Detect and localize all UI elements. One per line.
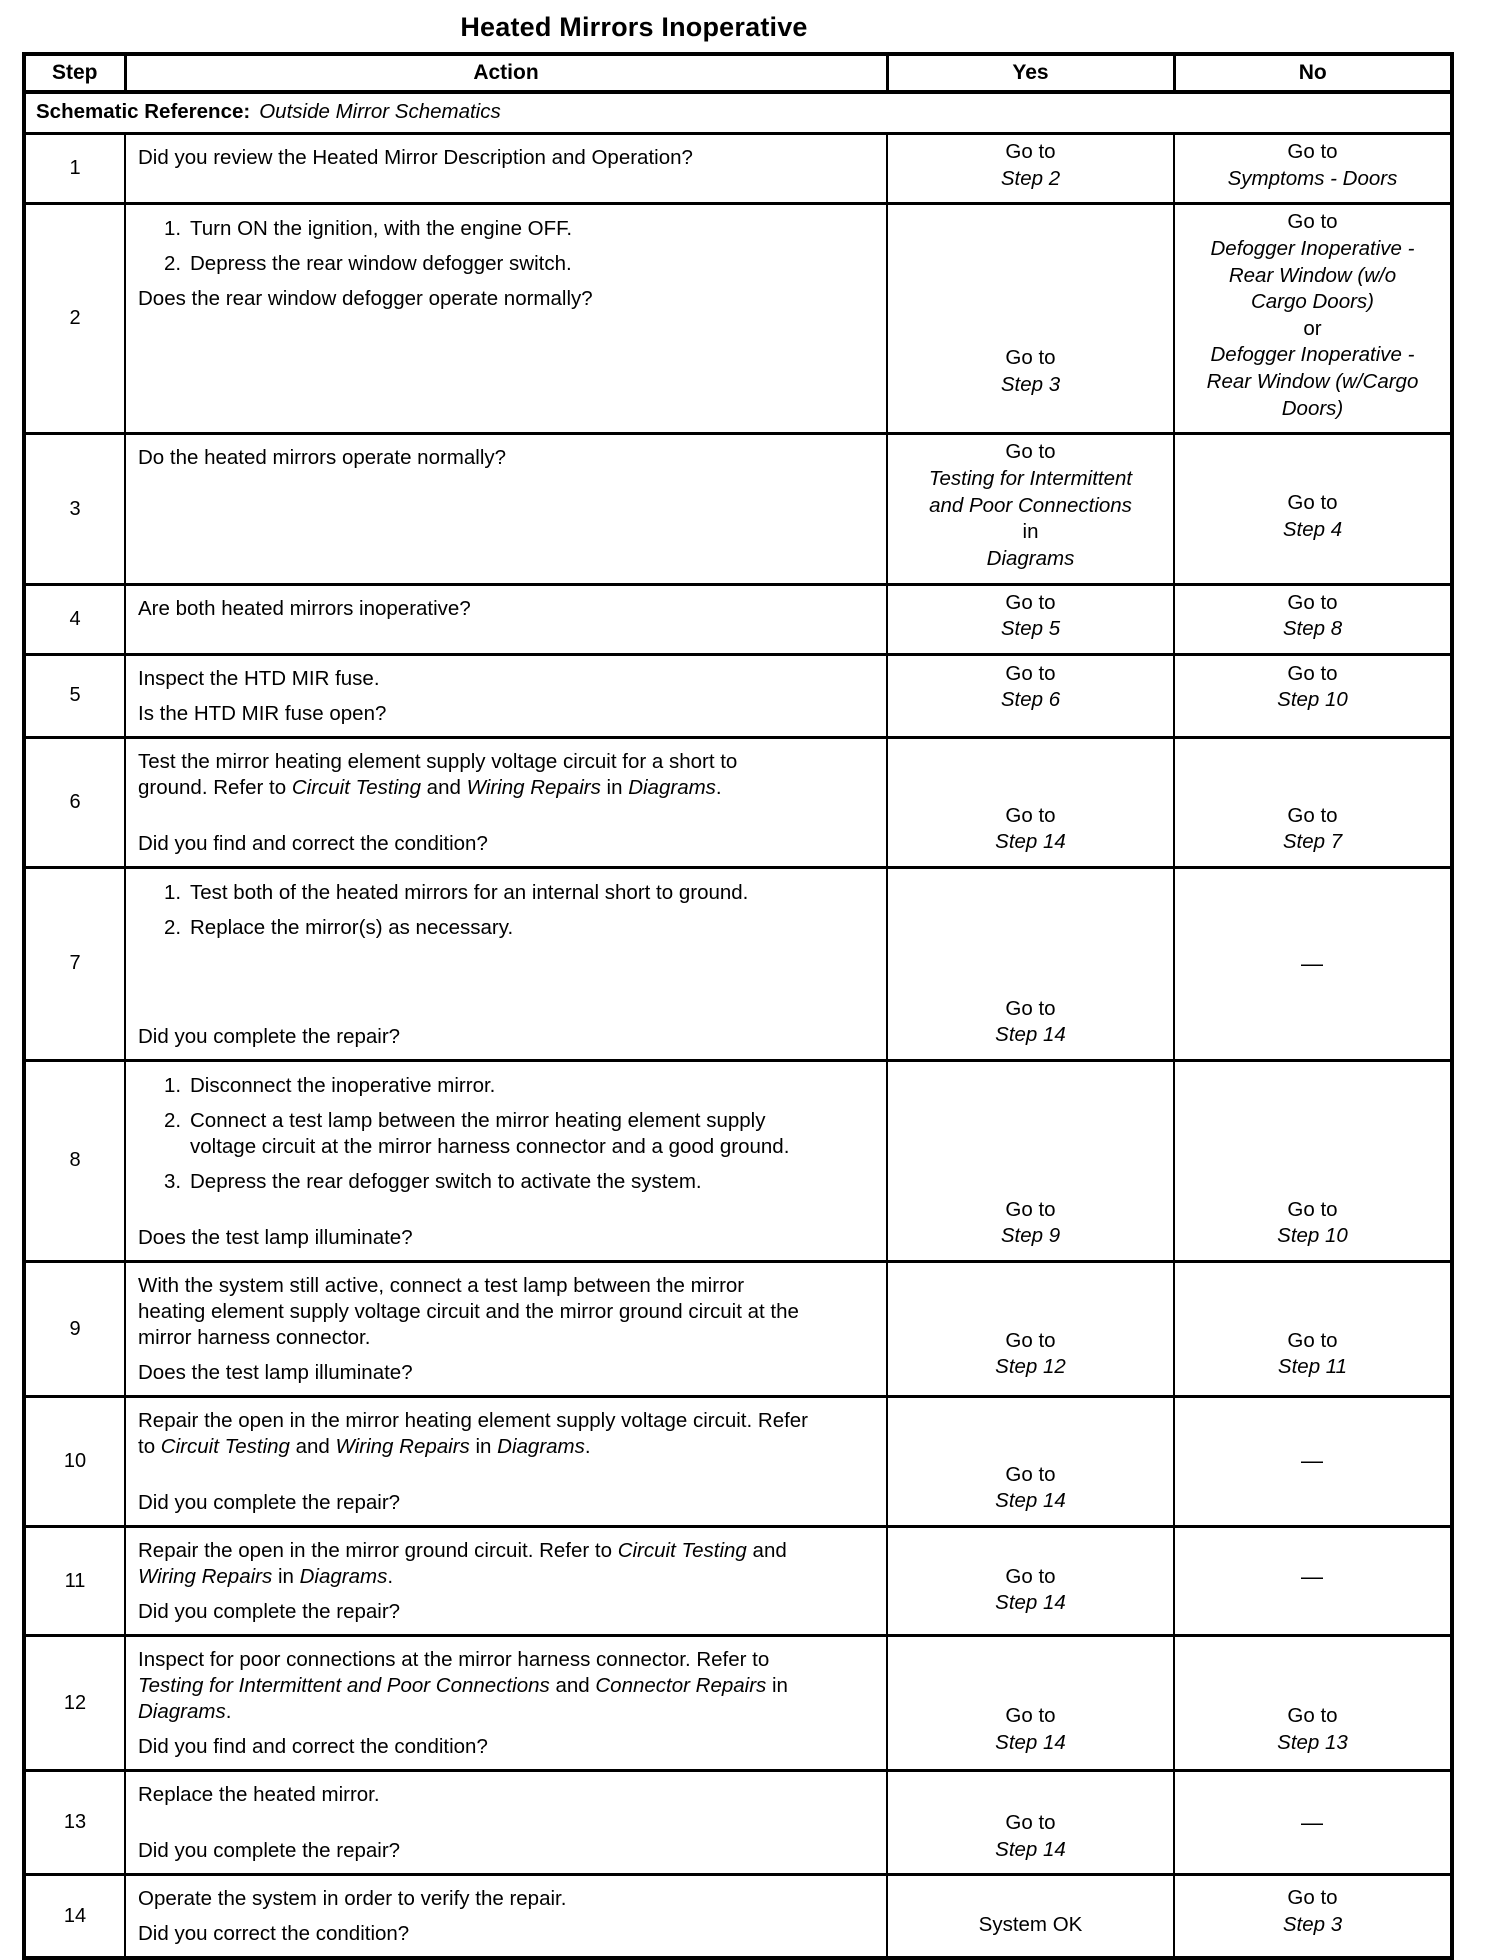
action-list-item <box>164 1108 872 1160</box>
answer-text: Go to Step 14 <box>995 1811 1066 1861</box>
answer-text: Go to Step 10 <box>1277 661 1348 712</box>
action-cell <box>125 654 887 737</box>
action-text: With the system still active, connect a test lamp between the mirror heating element supply voltage circuit and the mirror ground circuit at the mirror harness connector. <box>138 1273 799 1350</box>
table-row <box>24 1771 1452 1875</box>
answer-text: Go to Step 13 <box>1277 1703 1348 1754</box>
answer-text: — <box>1301 1564 1324 1590</box>
table-row <box>24 204 1452 434</box>
header-action: Action <box>125 54 887 92</box>
yes-cell <box>887 737 1174 867</box>
no-cell <box>1174 1771 1452 1875</box>
answer-text: Go to Step 14 <box>995 1564 1066 1615</box>
list-number: 1. <box>164 1073 182 1097</box>
answer-text: Go to Step 3 <box>1282 1886 1343 1936</box>
answer-text: — <box>1301 1809 1324 1835</box>
no-cell <box>1174 204 1452 434</box>
yes-cell <box>887 1060 1174 1261</box>
action-list-text: Depress the rear defogger switch to activate the system. <box>190 1170 702 1194</box>
no-cell <box>1174 1060 1452 1261</box>
step-number: 8 <box>24 1060 125 1261</box>
action-question: Did you complete the repair? <box>138 1491 401 1515</box>
action-question: Did you complete the repair? <box>138 1600 401 1624</box>
answer-text: — <box>1301 950 1324 976</box>
answer-text: Go to Step 5 <box>1000 590 1061 641</box>
table-row <box>24 1060 1452 1261</box>
table-row <box>24 1261 1452 1396</box>
answer-text: Go to Step 8 <box>1282 590 1343 641</box>
list-number: 3. <box>164 1170 182 1194</box>
action-list-text: Connect a test lamp between the mirror heating element supply voltage circuit at the mirror harness connector and a good ground. <box>190 1108 790 1159</box>
action-question: Did you find and correct the condition? <box>138 1735 488 1759</box>
action-cell <box>125 1397 887 1527</box>
action-text: Do the heated mirrors operate normally? <box>138 446 507 470</box>
action-text: Operate the system in order to verify the repair. <box>138 1887 567 1911</box>
action-text: Repair the open in the mirror ground circuit. Refer to Circuit Testing and Wiring Repairs in Diagrams. <box>138 1539 787 1589</box>
action-cell <box>125 204 887 434</box>
action-text: Did you review the Heated Mirror Description and Operation? <box>138 146 693 169</box>
action-question: Does the test lamp illuminate? <box>138 1361 413 1385</box>
yes-cell <box>887 204 1174 434</box>
action-cell <box>125 1875 887 1959</box>
table-row <box>24 434 1452 584</box>
page-title: Heated Mirrors Inoperative <box>460 12 808 42</box>
list-number: 1. <box>164 880 182 904</box>
answer-text: Go to Step 11 <box>1277 1328 1348 1379</box>
answer-text: Go to Step 2 <box>1000 140 1061 190</box>
action-question: Did you find and correct the condition? <box>138 831 488 855</box>
action-text: Does the rear window defogger operate normally? <box>138 287 593 311</box>
step-number: 6 <box>24 737 125 867</box>
table-row <box>24 1875 1452 1959</box>
no-cell <box>1174 134 1452 204</box>
action-list-item <box>164 880 872 906</box>
table-row <box>24 134 1452 204</box>
action-text: Are both heated mirrors inoperative? <box>138 596 471 620</box>
yes-cell <box>887 584 1174 654</box>
table-row <box>24 1527 1452 1636</box>
action-question: Did you correct the condition? <box>138 1922 410 1946</box>
action-list-item <box>164 251 872 277</box>
list-number: 2. <box>164 252 182 276</box>
step-number: 4 <box>24 584 125 654</box>
step-number: 2 <box>24 204 125 434</box>
action-list-text: Test both of the heated mirrors for an internal short to ground. <box>190 880 749 904</box>
yes-cell <box>887 1636 1174 1771</box>
diagnostic-table <box>22 52 1454 1960</box>
action-cell <box>125 134 887 204</box>
schematic-reference-label: Schematic Reference: <box>36 100 251 123</box>
yes-cell <box>887 1771 1174 1875</box>
action-list-item <box>164 915 872 941</box>
action-text: Inspect the HTD MIR fuse. <box>138 666 380 690</box>
no-cell <box>1174 867 1452 1060</box>
action-list-item <box>164 1169 872 1195</box>
table-row <box>24 1636 1452 1771</box>
action-text: Test the mirror heating element supply voltage circuit for a short to ground. Refer to Circuit Testing and Wiring Repairs in Diagrams. <box>138 749 738 799</box>
step-number: 5 <box>24 654 125 737</box>
answer-text: Go to Step 9 <box>1000 1197 1061 1248</box>
table-row <box>24 584 1452 654</box>
answer-text: Go to Step 14 <box>995 1703 1066 1754</box>
no-cell <box>1174 1527 1452 1636</box>
action-cell <box>125 867 887 1060</box>
schematic-reference-value: Outside Mirror Schematics <box>259 100 501 123</box>
action-text: Replace the heated mirror. <box>138 1783 380 1807</box>
action-cell <box>125 434 887 584</box>
no-cell <box>1174 1397 1452 1527</box>
yes-cell <box>887 1875 1174 1959</box>
list-number: 1. <box>164 217 182 241</box>
yes-cell <box>887 1527 1174 1636</box>
step-number: 9 <box>24 1261 125 1396</box>
step-number: 1 <box>24 134 125 204</box>
header-row <box>24 54 1452 92</box>
step-number: 3 <box>24 434 125 584</box>
step-number: 13 <box>24 1771 125 1875</box>
list-number: 2. <box>164 915 182 939</box>
answer-text: Go to Defogger Inoperative - Rear Window (w/o Cargo Doors) or Defogger Inoperative - Rear Window (w/Cargo Doors) <box>1206 210 1419 420</box>
step-number: 10 <box>24 1397 125 1527</box>
answer-text: Go to Symptoms - Doors <box>1227 140 1398 190</box>
action-list-text: Replace the mirror(s) as necessary. <box>190 915 514 939</box>
action-cell <box>125 1636 887 1771</box>
step-number: 14 <box>24 1875 125 1959</box>
action-question: Does the test lamp illuminate? <box>138 1225 413 1249</box>
step-number: 12 <box>24 1636 125 1771</box>
action-cell <box>125 1771 887 1875</box>
answer-text: Go to Step 7 <box>1282 803 1343 854</box>
answer-text: Go to Step 14 <box>995 996 1066 1047</box>
no-cell <box>1174 1875 1452 1959</box>
yes-cell <box>887 1397 1174 1527</box>
action-cell <box>125 1527 887 1636</box>
table-row <box>24 867 1452 1060</box>
action-list-text: Turn ON the ignition, with the engine OFF. <box>190 217 573 241</box>
yes-cell <box>887 134 1174 204</box>
action-question: Did you complete the repair? <box>138 1839 401 1863</box>
action-cell <box>125 584 887 654</box>
yes-cell <box>887 654 1174 737</box>
answer-text: System OK <box>978 1912 1083 1936</box>
action-question: Is the HTD MIR fuse open? <box>138 701 387 725</box>
step-number: 7 <box>24 867 125 1060</box>
no-cell <box>1174 737 1452 867</box>
table-row <box>24 1397 1452 1527</box>
list-number: 2. <box>164 1108 182 1132</box>
answer-text: Go to Step 14 <box>995 803 1066 854</box>
no-cell <box>1174 654 1452 737</box>
table-row <box>24 737 1452 867</box>
schematic-reference-row <box>24 92 1452 134</box>
action-text: Repair the open in the mirror heating element supply voltage circuit. Refer to Circuit Testing and Wiring Repairs in Diagrams. <box>138 1409 809 1459</box>
action-question: Did you complete the repair? <box>138 1024 401 1048</box>
answer-text: Go to Step 6 <box>1000 661 1061 712</box>
action-list-text: Disconnect the inoperative mirror. <box>190 1073 496 1097</box>
action-cell <box>125 1261 887 1396</box>
answer-text: Go to Step 3 <box>1000 346 1061 396</box>
yes-cell <box>887 434 1174 584</box>
answer-text: Go to Step 4 <box>1282 491 1343 541</box>
action-cell <box>125 1060 887 1261</box>
no-cell <box>1174 1261 1452 1396</box>
action-text: Inspect for poor connections at the mirror harness connector. Refer to Testing for Intermittent and Poor Connections and Connector Repairs in Diagrams. <box>138 1648 788 1724</box>
header-yes: Yes <box>887 54 1174 92</box>
no-cell <box>1174 584 1452 654</box>
table-row <box>24 654 1452 737</box>
yes-cell <box>887 867 1174 1060</box>
action-list-text: Depress the rear window defogger switch. <box>190 252 572 276</box>
answer-text: Go to Step 10 <box>1277 1197 1348 1248</box>
no-cell <box>1174 434 1452 584</box>
action-list-item <box>164 216 872 242</box>
answer-text: Go to Step 14 <box>995 1462 1066 1513</box>
action-cell <box>125 737 887 867</box>
action-list-item <box>164 1073 872 1099</box>
answer-text: — <box>1301 1448 1324 1474</box>
step-number: 11 <box>24 1527 125 1636</box>
answer-text: Go to Step 12 <box>995 1328 1066 1379</box>
no-cell <box>1174 1636 1452 1771</box>
answer-text: Go to Testing for Intermittent and Poor Connections in Diagrams <box>928 440 1133 570</box>
yes-cell <box>887 1261 1174 1396</box>
header-no: No <box>1174 54 1452 92</box>
header-step: Step <box>24 54 125 92</box>
